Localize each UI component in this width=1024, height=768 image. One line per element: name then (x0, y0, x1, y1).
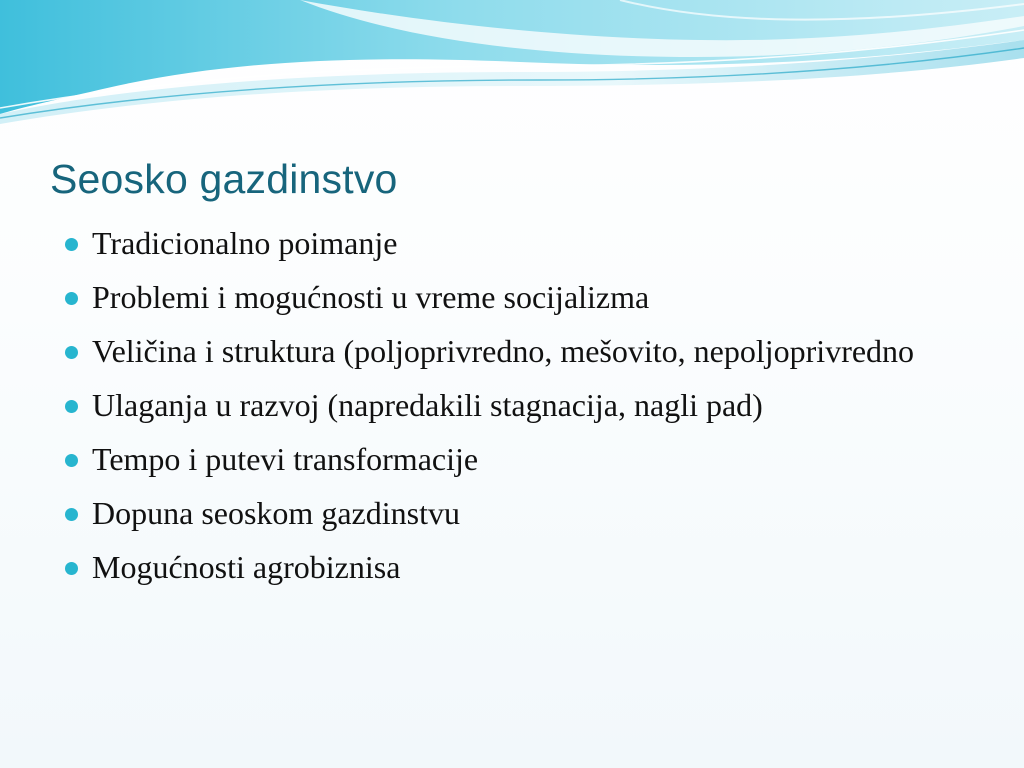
bullet-item (60, 384, 960, 427)
bullet-list (60, 222, 960, 600)
bullet-item (60, 276, 960, 319)
slide-title: Seosko gazdinstvo (50, 156, 398, 202)
bullet-dot-icon (65, 238, 78, 251)
bullet-text: Problemi i mogućnosti u vreme socijalizma (92, 279, 650, 315)
bullet-text: Veličina i struktura (poljoprivredno, mešovito, nepoljoprivredno (92, 333, 915, 369)
bullet-item (60, 492, 960, 535)
bullet-dot-icon (65, 562, 78, 575)
bullet-item (60, 222, 960, 265)
bullet-dot-icon (65, 346, 78, 359)
decorative-wave-header (0, 0, 1024, 130)
bullet-dot-icon (65, 400, 78, 413)
bullet-item (60, 546, 960, 589)
bullet-text: Dopuna seoskom gazdinstvu (92, 495, 460, 531)
bullet-text: Tradicionalno poimanje (92, 225, 398, 261)
bullet-item (60, 330, 960, 373)
bullet-text: Tempo i putevi transformacije (92, 441, 479, 477)
bullet-text: Ulaganja u razvoj (napredakili stagnacija, nagli pad) (92, 387, 763, 423)
bullet-item (60, 438, 960, 481)
bullet-text: Mogućnosti agrobiznisa (92, 549, 401, 585)
bullet-dot-icon (65, 508, 78, 521)
bullet-dot-icon (65, 292, 78, 305)
bullet-dot-icon (65, 454, 78, 467)
